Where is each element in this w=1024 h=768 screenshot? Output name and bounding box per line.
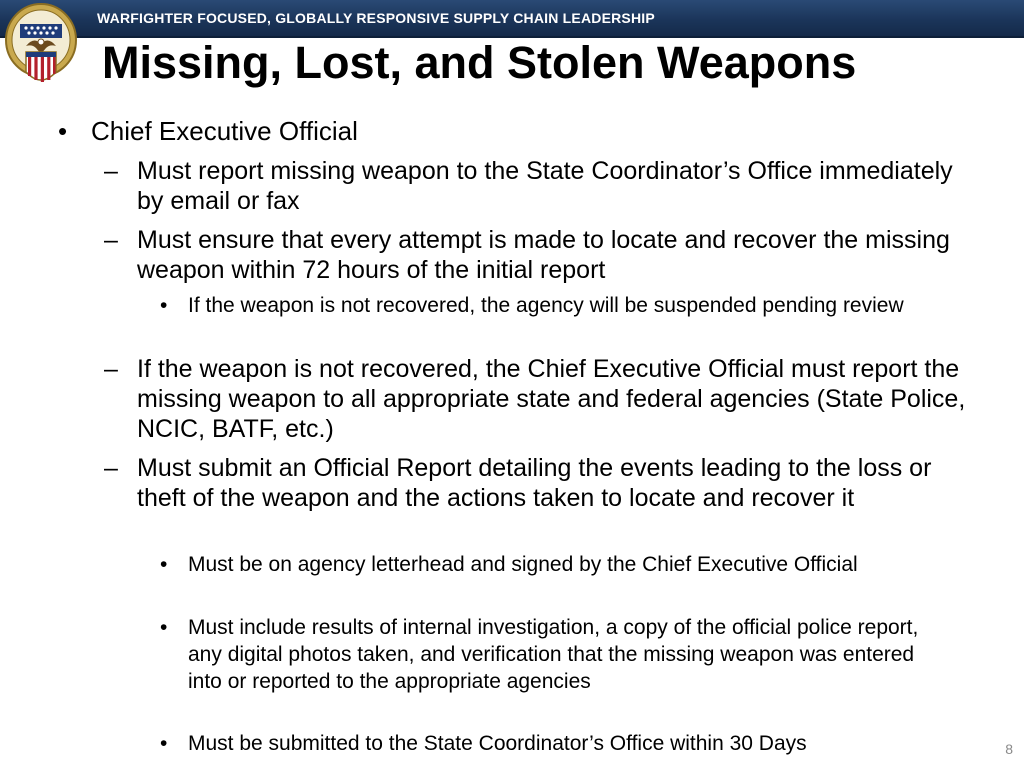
- bullet-marker: •: [160, 553, 168, 576]
- bullet-marker: –: [104, 454, 118, 482]
- bullet-level2: Must report missing weapon to the State Coordinator’s Office immediately by email or fax: [137, 157, 953, 215]
- bullet-level2: Must submit an Official Report detailing the events leading to the loss or theft of the weapon and the actions taken to locate and recover it: [137, 454, 932, 512]
- bullet-marker: –: [104, 226, 118, 254]
- bullet-marker: –: [104, 157, 118, 185]
- header-banner: [0, 0, 1024, 38]
- bullet-level3: Must be on agency letterhead and signed by the Chief Executive Official: [188, 553, 858, 576]
- dla-seal-icon: [4, 2, 78, 90]
- bullet-marker: •: [160, 616, 168, 639]
- bullet-level3: Must include results of internal investigation, a copy of the official police report, any digital photos taken, and verification that the missing weapon was entered into or reported to the appropriate agencies: [188, 616, 919, 693]
- slide-title: Missing, Lost, and Stolen Weapons: [102, 37, 857, 88]
- bullet-level2: Must ensure that every attempt is made to locate and recover the missing weapon within 72 hours of the initial report: [137, 226, 950, 284]
- bullet-level3: Must be submitted to the State Coordinator’s Office within 30 Days: [188, 732, 807, 755]
- bullet-level2: If the weapon is not recovered, the Chief Executive Official must report the missing weapon to all appropriate state and federal agencies (State Police, NCIC, BATF, etc.): [137, 355, 966, 443]
- bullet-marker: •: [58, 116, 68, 146]
- bullet-marker: –: [104, 355, 118, 383]
- bullet-marker: •: [160, 294, 168, 317]
- banner-text: WARFIGHTER FOCUSED, GLOBALLY RESPONSIVE SUPPLY CHAIN LEADERSHIP: [97, 10, 655, 26]
- bullet-marker: •: [160, 732, 168, 755]
- bullet-level3: If the weapon is not recovered, the agency will be suspended pending review: [188, 294, 904, 317]
- page-number: 8: [1005, 741, 1013, 757]
- bullet-level1: Chief Executive Official: [91, 116, 358, 146]
